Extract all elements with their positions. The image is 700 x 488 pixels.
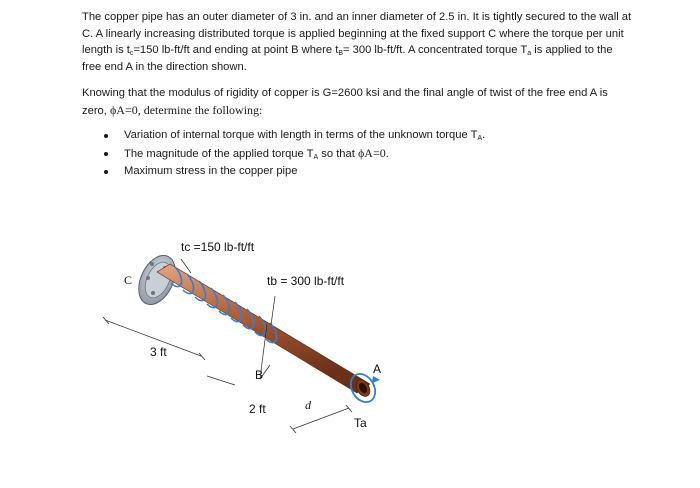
label-a: A	[373, 362, 382, 376]
bolt-icon	[151, 291, 155, 295]
task-2-phi: ϕA=0.	[357, 145, 389, 160]
pipe-figure	[95, 228, 415, 443]
label-c: C	[124, 273, 133, 287]
task-item-1	[100, 127, 485, 145]
bolt-icon	[146, 276, 150, 280]
paragraph-1-text-d: is applied to the free end A in the direction shown.	[82, 44, 613, 73]
task-2-tail: so that	[318, 147, 358, 160]
subscript-b: B	[338, 50, 343, 58]
label-d: d	[305, 398, 311, 412]
dimension-lines	[103, 317, 352, 433]
paragraph-1-text-a: The copper pipe has an outer diameter of 3 in. and an inner diameter of 2.5 in. It is tightly secured to the wall at C. A linearly increasing distributed torque is applied beginning at the fixed support C where the torque per unit length is t	[82, 11, 632, 57]
problem-paragraph-1	[82, 9, 632, 75]
torque-arrowhead-icon	[372, 376, 380, 383]
task-1-subscript: A	[477, 135, 483, 142]
label-b: B	[255, 368, 264, 382]
paragraph-1-text-b: =150 lb-ft/ft and ending at point B where t	[133, 44, 339, 57]
task-2-subscript: A	[313, 153, 319, 161]
problem-paragraph-2	[82, 85, 632, 119]
label-tc: tc =150 lb-ft/ft	[181, 240, 255, 254]
subscript-c: c	[129, 50, 134, 58]
label-2ft: 2 ft	[249, 402, 266, 416]
task-item-2	[100, 145, 485, 164]
task-3-text: Maximum stress in the copper pipe	[124, 165, 298, 178]
label-3ft: 3 ft	[150, 345, 167, 359]
paragraph-2-text: Knowing that the modulus of rigidity of copper is G=2600 ksi and the final angle of twist of the free end A is zero,	[82, 87, 608, 117]
subscript-a: a	[527, 50, 532, 58]
task-list	[100, 127, 485, 181]
task-1-text: Variation of internal torque with length in terms of the unknown torque T	[124, 129, 478, 141]
task-1-tail: .	[482, 129, 486, 141]
task-2-text: The magnitude of the applied torque T	[124, 147, 314, 160]
bolt-icon	[150, 262, 154, 266]
label-ta: Ta	[354, 416, 367, 430]
phi-condition-text: ϕA=0, determine the following:	[109, 102, 263, 117]
label-tb: tb = 300 lb-ft/ft	[267, 274, 345, 288]
paragraph-1-text-c: = 300 lb-ft/ft. A concentrated torque T	[343, 44, 528, 57]
task-item-3	[100, 163, 485, 181]
